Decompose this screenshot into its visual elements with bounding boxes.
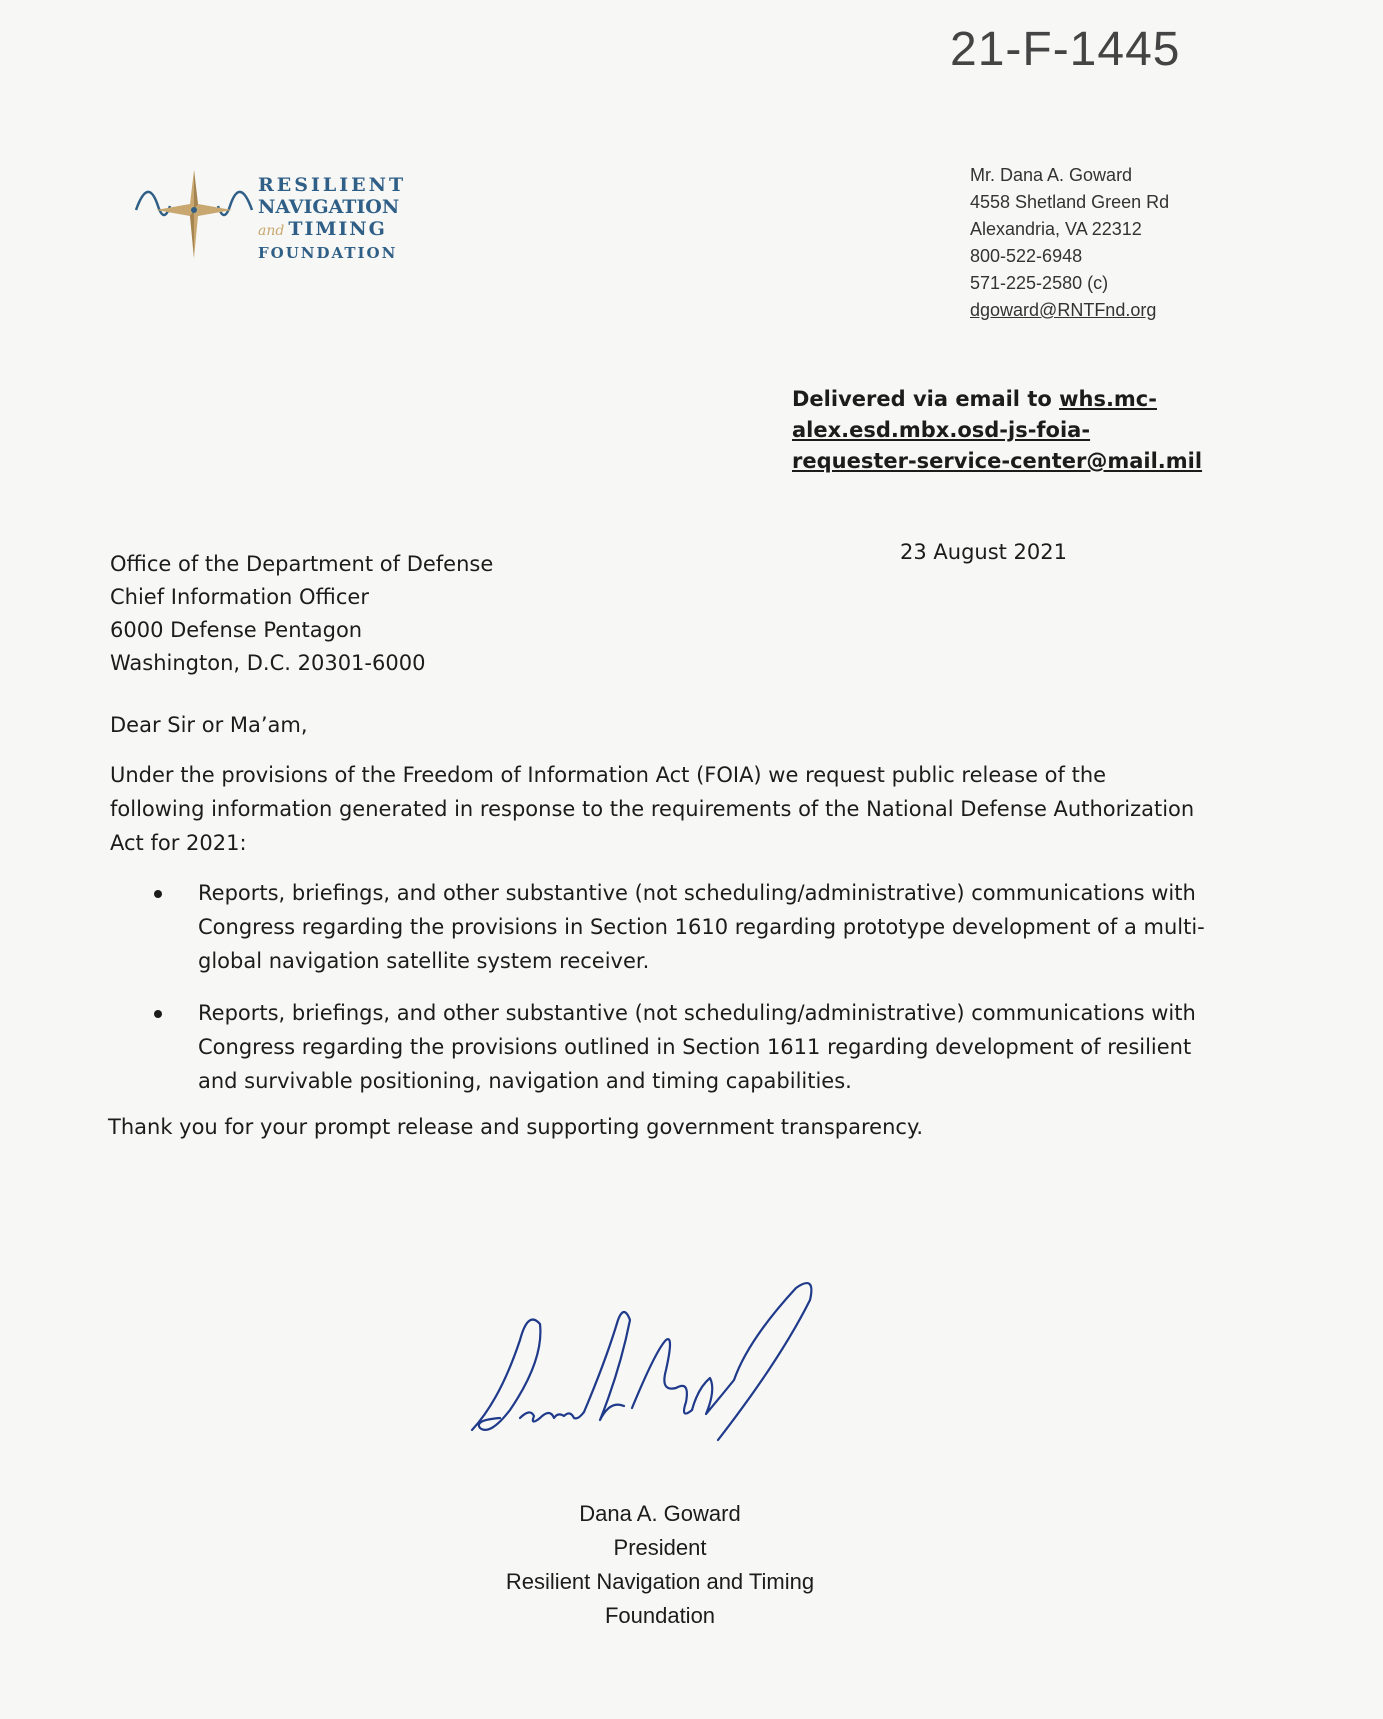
signer-org-line1: Resilient Navigation and Timing [505,1569,815,1594]
list-item [150,996,1210,1098]
logo-and: and [258,223,285,239]
sender-address [970,162,1169,324]
bullet-dot-icon [154,890,162,898]
logo-line-timing [258,218,406,242]
reference-number: 21-F-1445 [950,23,1181,76]
delivery-prefix: Delivered via email to [792,387,1060,411]
signer-name: Dana A. Goward [579,1501,741,1526]
logo-wordmark [258,174,406,264]
list-item-text: Reports, briefings, and other substantive (not scheduling/administrative) communications with Congress regarding the provisions in Section 1610 regarding prototype development of a multi-global navigation satellite system receiver. [198,881,1205,973]
logo-timing: TIMING [288,218,387,240]
sender-street: 4558 Shetland Green Rd [970,192,1170,212]
sender-city: Alexandria, VA 22312 [970,219,1142,239]
logo-line-navigation: NAVIGATION [258,196,400,218]
sender-phone: 800-522-6948 [970,246,1083,266]
signer-title: President [613,1535,707,1560]
foundation-logo [132,170,407,262]
letter-date: 23 August 2021 [900,540,1068,564]
recipient-line-city: Washington, D.C. 20301-6000 [110,651,426,675]
logo-line-foundation: FOUNDATION [258,244,398,262]
recipient-line-title: Chief Information Officer [110,585,369,609]
recipient-line-office: Office of the Department of Defense [110,552,494,576]
handwritten-signature [460,1280,880,1460]
sender-name: Mr. Dana A. Goward [970,165,1133,185]
logo-line-resilient: RESILIENT [258,174,407,196]
bullet-dot-icon [154,1010,162,1018]
sender-email-link[interactable]: dgoward@RNTFnd.org [970,300,1157,320]
list-item [150,876,1210,978]
request-items-list [150,876,1210,1116]
signer-org-line2: Foundation [604,1603,716,1628]
delivery-email-link[interactable]: whs.mc-alex.esd.mbx.osd-js-foia-requester-service-center@mail.mil [792,387,1203,473]
recipient-line-street: 6000 Defense Pentagon [110,618,363,642]
salutation: Dear Sir or Ma’am, [110,713,308,737]
recipient-address [110,548,493,680]
request-paragraph: Under the provisions of the Freedom of Information Act (FOIA) we request public release of the following information generated in response to the requirements of the National Defense Authorization Act for 2021: [110,763,1195,855]
signature-block [420,1497,900,1633]
closing-line: Thank you for your prompt release and supporting government transparency. [108,1115,924,1139]
list-item-text: Reports, briefings, and other substantive (not scheduling/administrative) communications with Congress regarding the provisions outlined in Section 1611 regarding development of resilient and survivable positioning, navigation and timing capabilities. [198,1001,1196,1093]
compass-star-icon [132,170,256,262]
sender-cell-phone: 571-225-2580 (c) [970,273,1109,293]
delivery-notice [792,384,1212,477]
